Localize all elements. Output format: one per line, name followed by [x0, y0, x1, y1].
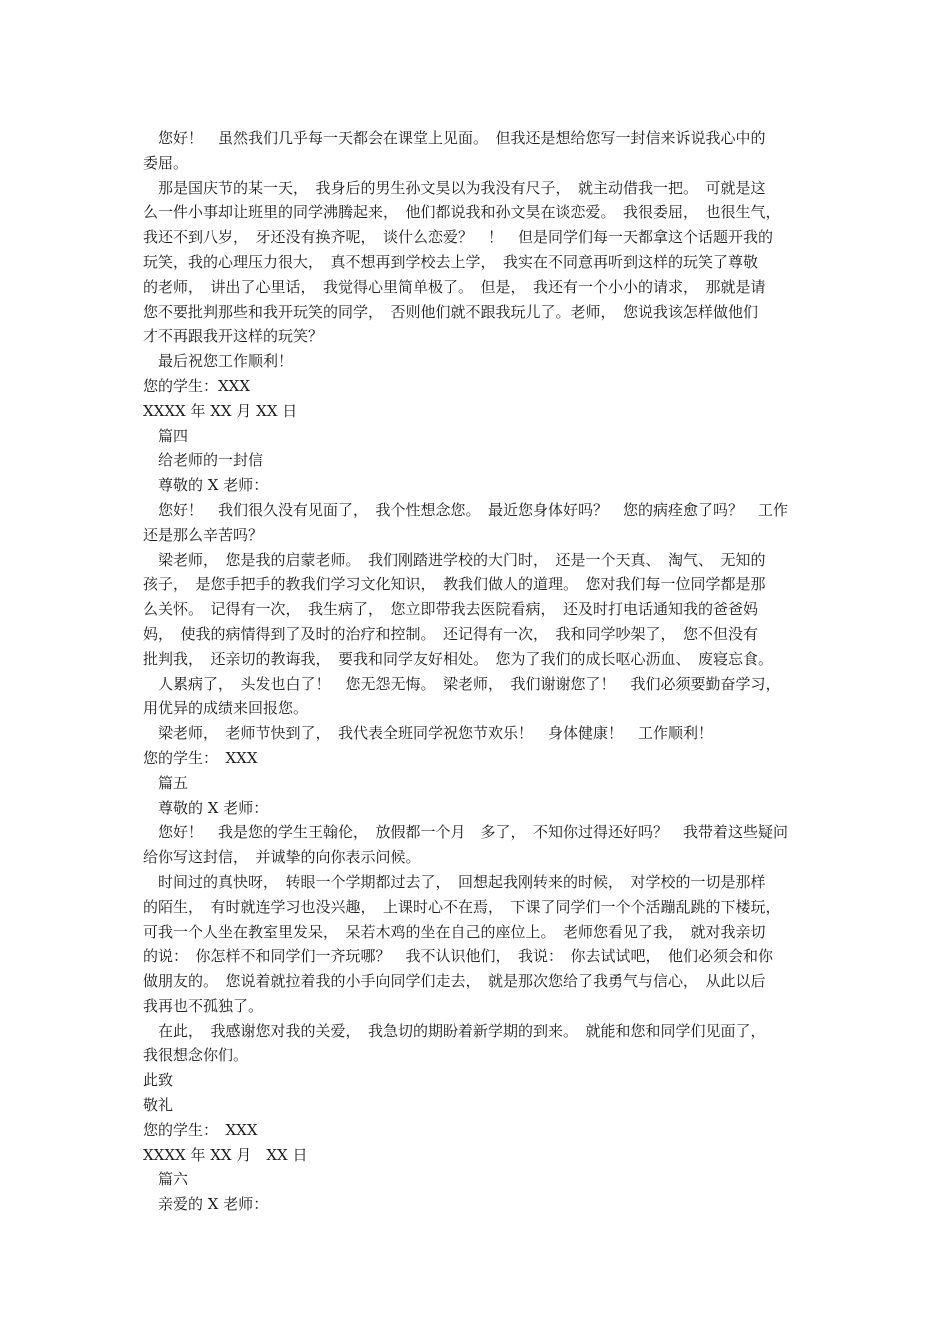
text-line: 最后祝您工作顺利！ [143, 352, 294, 371]
text-line: 梁老师， 老师节快到了， 我代表全班同学祝您节欢乐！ 身体健康！ 工作顺利！ [143, 724, 714, 743]
text-line: 我再也不孤独了。 [143, 996, 264, 1015]
text-line: XXXX 年 XX 月 XX 日 [143, 1145, 308, 1164]
text-line: 篇四 [143, 426, 189, 445]
text-line: 批判我， 还亲切的教诲我， 要我和同学友好相处。 您为了我们的成长呕心沥血、 废寝忘食。 [143, 649, 774, 668]
text-line: 我还不到八岁， 牙还没有换齐呢， 谈什么恋爱？ ！ 但是同学们每一天都拿这个话题开我的 [143, 228, 774, 247]
text-line: 的说： 你怎样不和同学们一齐玩哪？ 我不认识他们， 我说： 你去试试吧， 他们必须会和你 [143, 947, 774, 966]
text-line: 人累病了， 头发也白了！ 您无怨无悔。 梁老师， 我们谢谢您了！ 我们必须要勤奋学习， [143, 674, 781, 693]
text-line: 尊敬的 X 老师： [143, 476, 269, 495]
text-line: 我很想念你们。 [143, 1046, 249, 1065]
letter-body [143, 126, 815, 1217]
text-line: 亲爱的 X 老师： [143, 1195, 269, 1214]
text-line: 此致 [143, 1071, 174, 1090]
text-line: 篇六 [143, 1170, 189, 1189]
text-line: 您的学生： XXX [143, 1120, 258, 1139]
text-line: XXXX 年 XX 月 XX 日 [143, 401, 298, 420]
text-line: 的老师， 讲出了心里话， 我觉得心里简单极了。 但是， 我还有一个小小的请求， 那就是请 [143, 277, 766, 296]
text-line: 给你写这封信， 并诚挚的向你表示问候。 [143, 848, 421, 867]
text-line: 玩笑，我的心理压力很大， 真不想再到学校去上学， 我实在不同意再听到这样的玩笑了尊敬 [143, 252, 759, 271]
text-line: 的陌生， 有时就连学习也没兴趣， 上课时心不在焉， 下课了同学们一个个活蹦乱跳的下楼玩， [143, 897, 781, 916]
text-line: 您不要批判那些和我开玩笑的同学， 否则他们就不跟我玩儿了。老师， 您说我该怎样做他们 [143, 302, 759, 321]
text-line: 才不再跟我开这样的玩笑？ [143, 327, 324, 346]
text-line: 尊敬的 X 老师： [143, 798, 269, 817]
text-line: 篇五 [143, 773, 189, 792]
text-line: 妈， 使我的病情得到了及时的治疗和控制。 还记得有一次， 我和同学吵架了， 您不但没有 [143, 624, 759, 643]
text-line: 敬礼 [143, 1096, 174, 1115]
text-line: 可我一个人坐在教室里发呆， 呆若木鸡的坐在自己的座位上。 老师您看见了我， 就对我亲切 [143, 922, 766, 941]
text-line: 您的学生：XXX [143, 376, 251, 395]
text-line: 给老师的一封信 [143, 451, 264, 470]
text-line: 您好！ 我是您的学生王翰伦， 放假都一个月 多了， 不知你过得还好吗？ 我带着这些疑问 [143, 823, 789, 842]
text-line: 梁老师， 您是我的启蒙老师。 我们刚踏进学校的大门时， 还是一个天真、 淘气、 无知的 [143, 550, 766, 569]
text-line: 么一件小事却让班里的同学沸腾起来， 他们都说我和孙文昊在谈恋爱。 我很委屈， 也很生气， [143, 203, 781, 222]
text-line: 委屈。 [143, 153, 189, 172]
text-line: 用优异的成绩来回报您。 [143, 699, 309, 718]
text-line: 您的学生： XXX [143, 748, 258, 767]
text-line: 那是国庆节的某一天， 我身后的男生孙文昊以为我没有尺子， 就主动借我一把。 可就是这 [143, 178, 766, 197]
text-line: 做朋友的。 您说着就拉着我的小手向同学们走去， 就是那次您给了我勇气与信心， 从此以后 [143, 972, 766, 991]
text-line: 孩子， 是您手把手的教我们学习文化知识， 教我们做人的道理。 您对我们每一位同学都是那 [143, 575, 766, 594]
text-line: 还是那么辛苦吗？ [143, 525, 264, 544]
text-line: 您好！ 我们很久没有见面了， 我个性想念您。 最近您身体好吗？ 您的病痊愈了吗？ 工作 [143, 500, 789, 519]
text-line: 您好！ 虽然我们几乎每一天都会在课堂上见面。 但我还是想给您写一封信来诉说我心中的 [143, 129, 766, 147]
text-line: 在此， 我感谢您对我的关爱， 我急切的期盼着新学期的到来。 就能和您和同学们见面了， [143, 1021, 766, 1040]
text-line: 时间过的真快呀， 转眼一个学期都过去了， 回想起我刚转来的时候， 对学校的一切是那样 [143, 872, 766, 891]
text-line: 么关怀。 记得有一次， 我生病了， 您立即带我去医院看病， 还及时打电话通知我的爸爸妈 [143, 600, 759, 619]
